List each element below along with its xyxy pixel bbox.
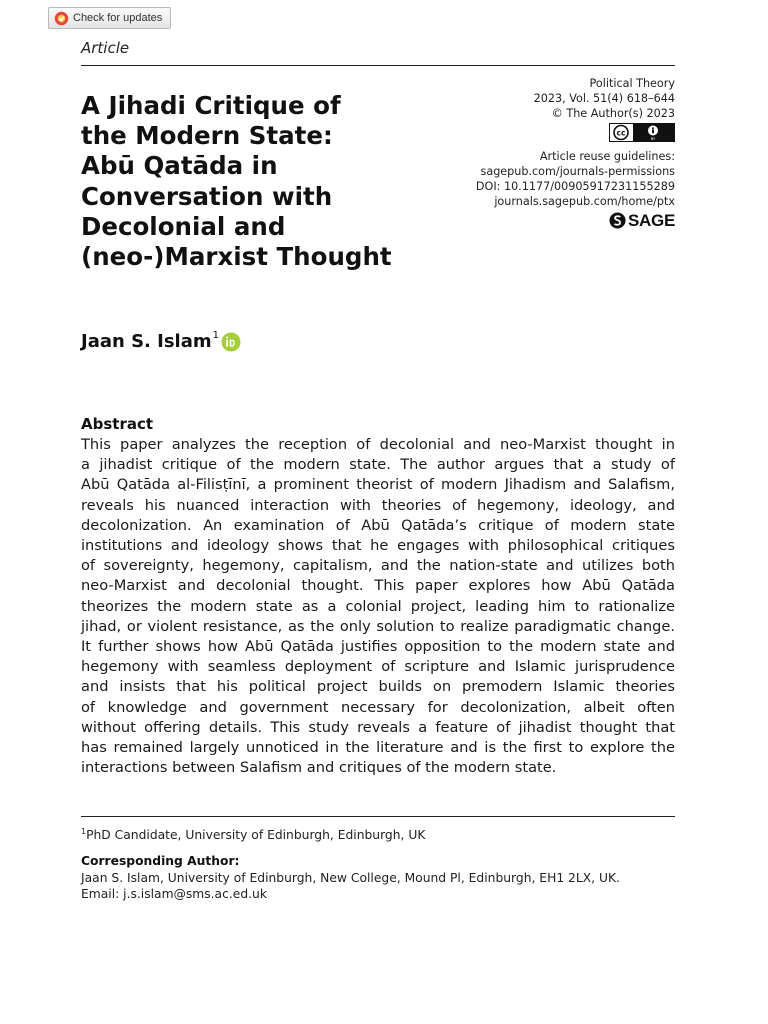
- abstract-line: theorizes the modern state as a colonial project, leading him to rationalize: [81, 597, 675, 615]
- sage-logo-icon: [609, 212, 626, 229]
- title-line: A Jihadi Critique of: [81, 91, 341, 120]
- creative-commons-by-icon[interactable]: [609, 123, 675, 142]
- journal-volume: 2023, Vol. 51(4) 618–644: [533, 92, 675, 105]
- sage-logo-text: SAGE: [628, 211, 675, 230]
- check-for-updates-label: Check for updates: [73, 12, 163, 24]
- author-line: [81, 331, 241, 352]
- svg-text:BY: BY: [650, 137, 656, 141]
- corresponding-author-email[interactable]: Email: j.s.islam@sms.ac.ed.uk: [81, 887, 267, 901]
- reuse-guidelines-label: Article reuse guidelines:: [539, 150, 675, 163]
- title-line: Abū Qatāda in: [81, 151, 278, 181]
- header-divider: [81, 65, 675, 66]
- abstract-line: without offering details. This study reveals a feature of jihadist thought that: [81, 718, 675, 736]
- abstract-line: institutions and ideology shows that he engages with philosophical critiques: [81, 537, 675, 555]
- journal-metadata: [415, 76, 675, 229]
- corresponding-author-heading: Corresponding Author:: [81, 854, 240, 868]
- title-line: the Modern State:: [81, 121, 333, 151]
- abstract-line: jihad, or violent resistance, as the only solution to realize paradigmatic change.: [81, 617, 675, 635]
- abstract-line: has remained largely unnoticed in the literature and is the first to explore the: [81, 739, 675, 757]
- footnote-divider: [81, 816, 675, 817]
- crossmark-icon: [54, 11, 69, 26]
- abstract-line: decolonization. An examination of Abū Qatāda’s critique of modern state: [81, 516, 675, 534]
- title-line: Decolonial and: [81, 211, 286, 241]
- title-line: Conversation with: [81, 181, 333, 211]
- abstract-line: of sovereignty, hegemony, capitalism, and the nation-state and utilizes both: [81, 557, 675, 575]
- abstract-line: It further shows how Abū Qatāda justifies opposition to the modern state and: [81, 638, 675, 656]
- abstract-line: a jihadist critique of the modern state. The author argues that a study of: [81, 456, 675, 474]
- journal-homepage-link[interactable]: journals.sagepub.com/home/ptx: [494, 195, 675, 208]
- abstract-heading: Abstract: [81, 415, 154, 433]
- journal-name: Political Theory: [589, 77, 675, 90]
- abstract-line: neo-Marxist and decolonial thought. This paper explores how Abū Qatāda: [81, 577, 675, 595]
- affiliation-text: PhD Candidate, University of Edinburgh, Edinburgh, UK: [86, 828, 426, 843]
- orcid-icon[interactable]: [221, 332, 241, 352]
- affiliation-footnote-mark: 1: [81, 827, 87, 836]
- abstract-line: reveals his nuanced interaction with theories of hegemony, ideology, and: [81, 496, 675, 514]
- abstract-line: and insists that his political project builds on premodern Islamic theories: [81, 678, 675, 696]
- sage-logo: [415, 212, 675, 229]
- title-line: (neo-)Marxist Thought: [81, 242, 392, 272]
- abstract-text: [81, 435, 675, 778]
- abstract-line: hegemony with seamless deployment of scripture and Islamic jurisprudence: [81, 658, 675, 676]
- author-name: Jaan S. Islam: [81, 331, 212, 352]
- author-affiliation: [81, 827, 425, 842]
- abstract-line: of knowledge and government necessary for decolonization, albeit often: [81, 698, 675, 716]
- check-for-updates-button[interactable]: [48, 7, 171, 29]
- abstract-line: Abū Qatāda al-Filisṭīnī, a prominent theorist of modern Jihadism and Salafism,: [81, 476, 675, 494]
- abstract-line: interactions between Salafism and critiques of the modern state.: [81, 759, 557, 777]
- doi-link[interactable]: DOI: 10.1177/00905917231155289: [475, 180, 675, 193]
- reuse-guidelines-link[interactable]: sagepub.com/journals-permissions: [480, 165, 675, 178]
- article-title: [81, 91, 441, 272]
- article-type-label: Article: [81, 39, 130, 57]
- corresponding-author-address: Jaan S. Islam, University of Edinburgh, New College, Mound Pl, Edinburgh, EH1 2LX, UK.: [81, 871, 620, 885]
- affiliation-mark: 1: [212, 330, 219, 341]
- copyright: © The Author(s) 2023: [551, 107, 675, 120]
- svg-text:cc: cc: [616, 128, 626, 138]
- abstract-line: This paper analyzes the reception of decolonial and neo-Marxist thought in: [81, 436, 675, 453]
